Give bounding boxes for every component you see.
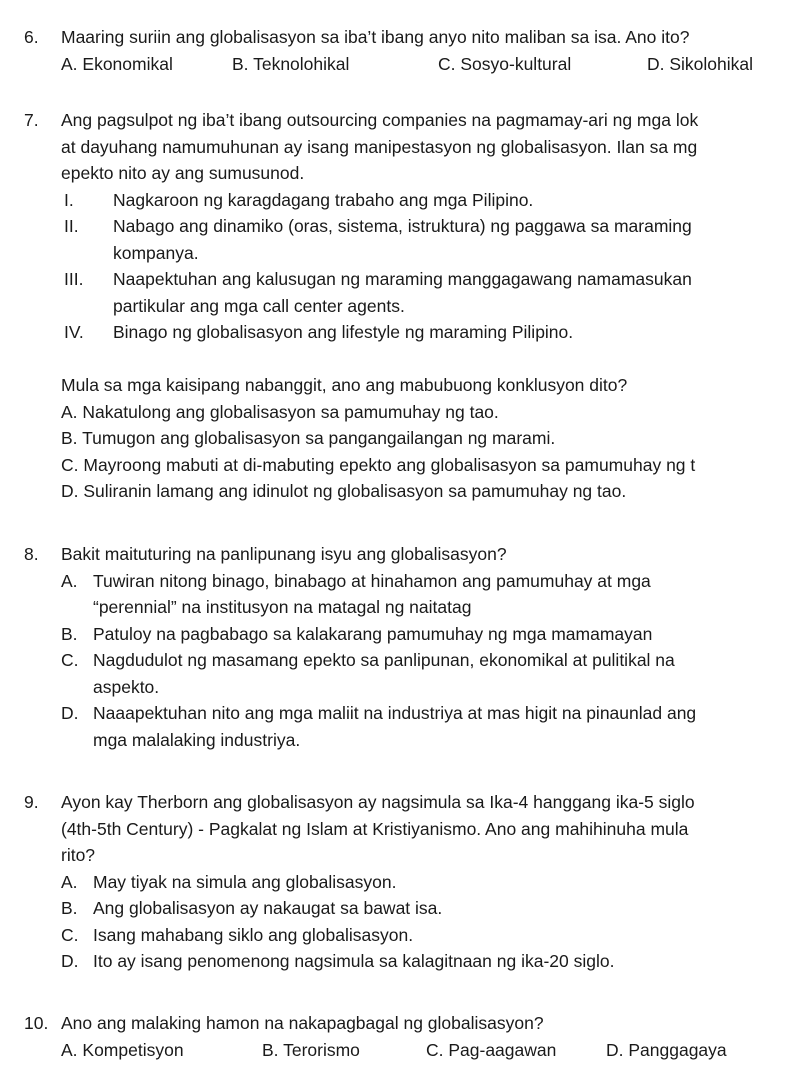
choice-text: Ang globalisasyon ay nakaugat sa bawat isa. (93, 898, 443, 918)
statement-text: Nabago ang dinamiko (oras, sistema, istruktura) ng paggawa sa maraming (113, 216, 692, 236)
choice-d (0, 948, 808, 975)
choice-b (0, 895, 808, 922)
question-9 (0, 789, 808, 975)
choice-text: Nagdudulot ng masamang epekto sa panlipunan, ekonomikal at pulitikal na (93, 650, 675, 670)
question-text-line: Ayon kay Therborn ang globalisasyon ay nagsimula sa Ika-4 hanggang ika-5 siglo (61, 792, 695, 812)
choice-a: A. Nakatulong ang globalisasyon sa pamumuhay ng tao. (61, 401, 499, 422)
statement-text: Nagkaroon ng karagdagang trabaho ang mga Pilipino. (113, 189, 534, 210)
choice-text: Patuloy na pagbabago sa kalakarang pamumuhay ng mga mamamayan (93, 623, 653, 644)
choice-text: “perennial” na institusyon na matagal ng naitatag (93, 597, 472, 617)
choice-c (0, 922, 808, 949)
choice-label: B. (61, 898, 78, 918)
option-a: A. Ekonomikal (61, 53, 173, 74)
choice-text: Isang mahabang siklo ang globalisasyon. (93, 924, 414, 945)
choice-label: C. (61, 650, 79, 670)
choice-text: Tuwiran nitong binago, binabago at hinahamon ang pamumuhay at mga (93, 570, 651, 591)
choice-label: D. (61, 703, 79, 723)
question-10 (0, 1010, 808, 1063)
choice-a (0, 869, 808, 896)
question-number: 7. (24, 110, 39, 130)
statement-iv (0, 319, 808, 346)
choice-text: Ito ay isang penomenong nagsimula sa kalagitnaan ng ika-20 siglo. (93, 951, 615, 971)
choice-c: C. Mayroong mabuti at di-mabuting epekto ang globalisasyon sa pamumuhay ng t (61, 454, 696, 475)
choice-b: B. Tumugon ang globalisasyon sa pangangailangan ng marami. (61, 428, 556, 448)
statement-label: I. (64, 189, 74, 210)
question-prompt: Mula sa mga kaisipang nabanggit, ano ang mabubuong konklusyon dito? (61, 375, 628, 395)
statement-label: II. (64, 216, 79, 236)
question-number: 10. (24, 1013, 49, 1033)
choice-text: May tiyak na simula ang globalisasyon. (93, 871, 397, 892)
answer-options (0, 1037, 808, 1064)
question-number: 8. (24, 544, 39, 564)
option-b: B. Teknolohikal (232, 53, 350, 74)
statement-text: kompanya. (113, 242, 199, 263)
question-7 (0, 107, 808, 505)
option-b: B. Terorismo (262, 1039, 360, 1060)
question-6 (0, 24, 808, 77)
choice-label: A. (61, 570, 78, 591)
statement-iii (0, 266, 808, 293)
option-c: C. Sosyo-kultural (438, 53, 572, 74)
choice-text: Naaapektuhan nito ang mga maliit na industriya at mas higit na pinaunlad ang (93, 703, 697, 723)
question-8 (0, 541, 808, 753)
statement-i (0, 187, 808, 214)
statement-label: IV. (64, 322, 84, 342)
question-number: 6. (24, 27, 39, 47)
choice-label: A. (61, 871, 78, 892)
choice-d: D. Suliranin lamang ang idinulot ng globalisasyon sa pamumuhay ng tao. (61, 481, 627, 501)
question-text-line: (4th-5th Century) - Pagkalat ng Islam at Kristiyanismo. Ano ang mahihinuha mula (61, 818, 689, 839)
choice-text: mga malalaking industriya. (93, 729, 301, 750)
question-text-line: epekto nito ay ang sumusunod. (61, 163, 305, 183)
statement-text: Binago ng globalisasyon ang lifestyle ng maraming Pilipino. (113, 322, 574, 342)
choice-c (0, 647, 808, 674)
choice-b (0, 621, 808, 648)
choice-label: C. (61, 924, 79, 945)
option-c: C. Pag-aagawan (426, 1039, 557, 1060)
question-text: Bakit maituturing na panlipunang isyu ang globalisasyon? (61, 544, 507, 564)
option-d: D. Panggagaya (606, 1039, 727, 1060)
question-text: Ano ang malaking hamon na nakapagbagal ng globalisasyon? (61, 1013, 544, 1033)
statement-label: III. (64, 269, 84, 289)
statement-ii (0, 213, 808, 240)
statement-text: Naapektuhan ang kalusugan ng maraming manggagawang namamasukan (113, 269, 692, 289)
question-text-line: rito? (61, 845, 96, 865)
question-text-line: at dayuhang namumuhunan ay isang manipestasyon ng globalisasyon. Ilan sa mg (61, 136, 698, 157)
option-a: A. Kompetisyon (61, 1039, 184, 1060)
option-d: D. Sikolohikal (647, 53, 754, 74)
question-number: 9. (24, 792, 39, 812)
question-text: Maaring suriin ang globalisasyon sa iba’t ibang anyo nito maliban sa isa. Ano ito? (61, 27, 690, 47)
choice-label: D. (61, 951, 79, 971)
choice-a (0, 568, 808, 595)
choice-label: B. (61, 623, 78, 644)
answer-options (0, 51, 808, 78)
statement-text: partikular ang mga call center agents. (113, 295, 405, 316)
question-text-line: Ang pagsulpot ng iba’t ibang outsourcing companies na pagmamay-ari ng mga lok (61, 110, 699, 130)
choice-text: aspekto. (93, 676, 160, 697)
choice-d (0, 700, 808, 727)
